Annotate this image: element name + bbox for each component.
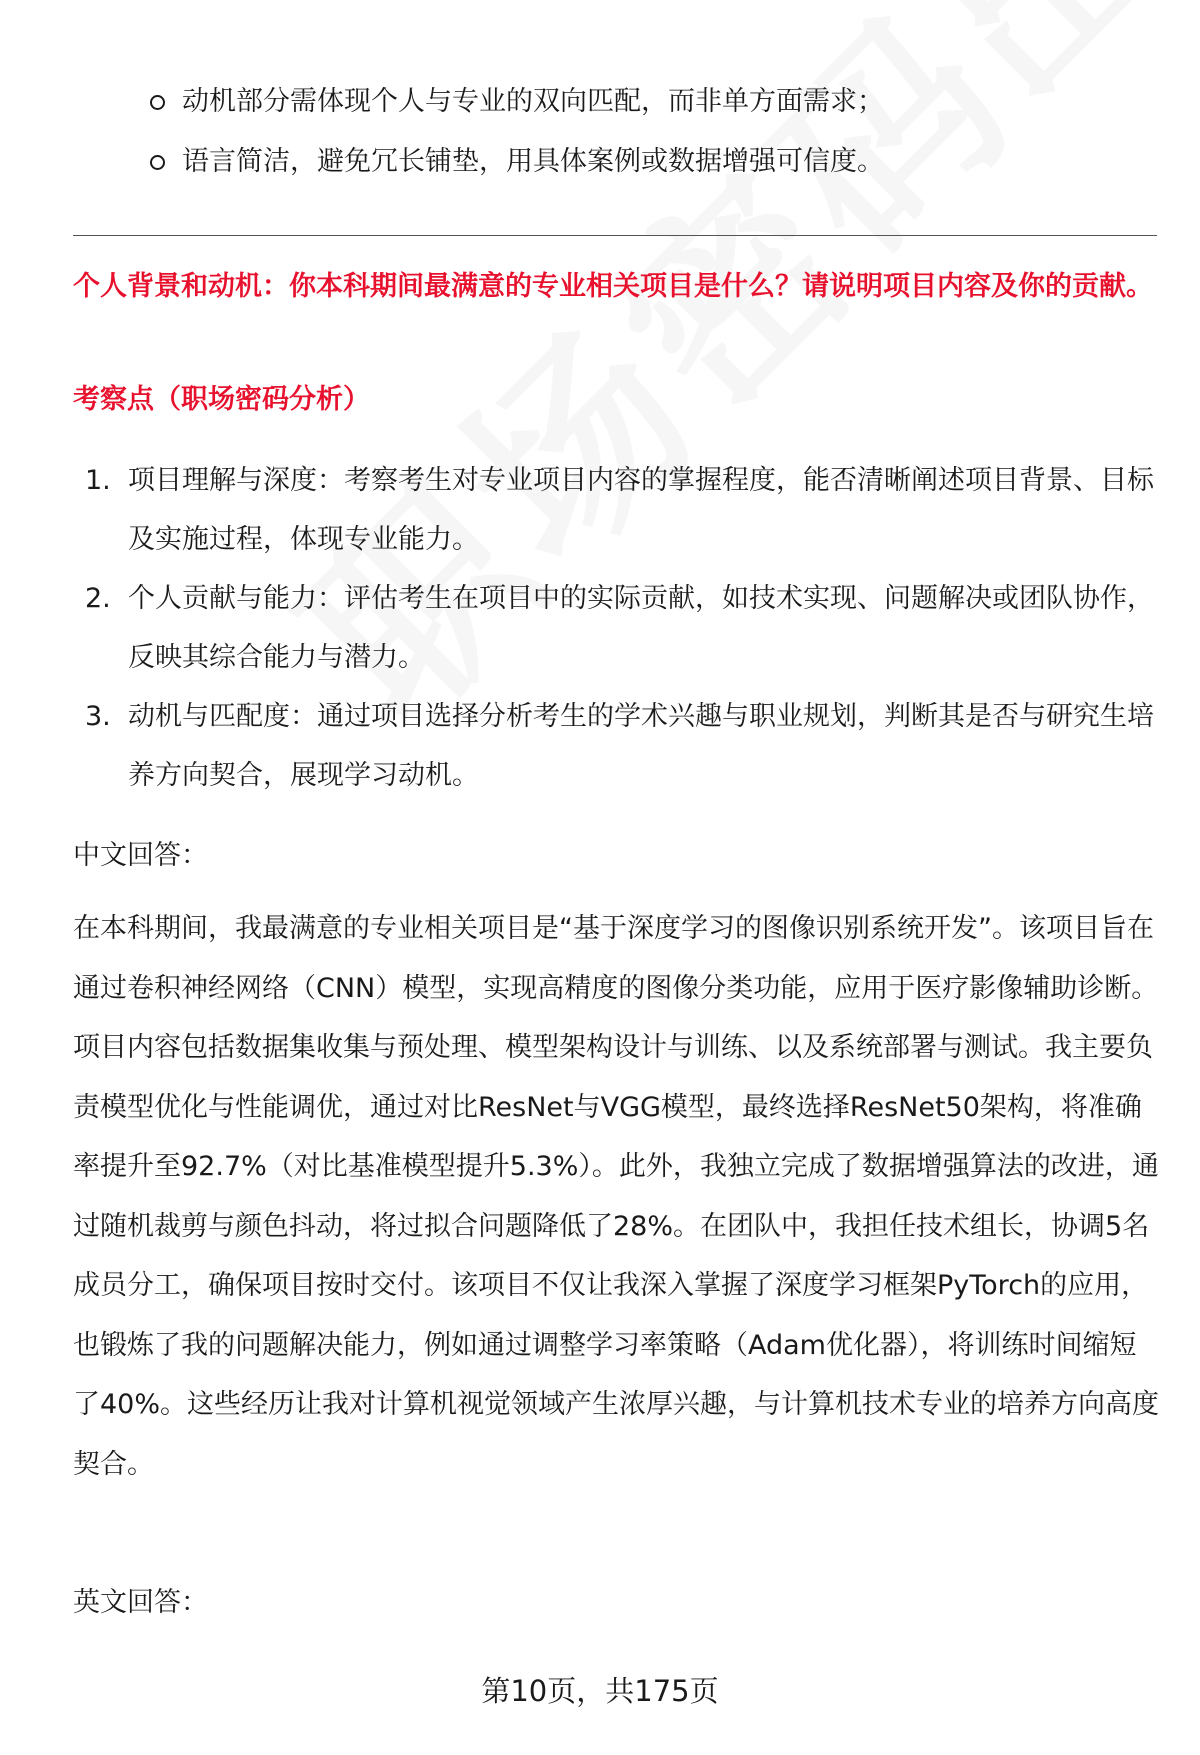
point-text: 个人贡献与能力：评估考生在项目中的实际贡献，如技术实现、问题解决或团队协作，反映其综合能力与潜力。 (128, 583, 1154, 673)
tips-bullet-list (150, 72, 1150, 192)
chinese-answer-paragraph: 在本科期间，我最满意的专业相关项目是“基于深度学习的图像识别系统开发”。该项目旨在通过卷积神经网络（CNN）模型，实现高精度的图像分类功能，应用于医疗影像辅助诊断。项目内容包括数据集收集与预处理、模型架构设计与训练、以及系统部署与测试。我主要负责模型优化与性能调优，通过对比ResNet与VGG模型，最终选择ResNet50架构，将准确率提升至92.7%（对比基准模型提升5.3%）。此外，我独立完成了数据增强算法的改进，通过随机裁剪与颜色抖动，将过拟合问题降低了28%。在团队中，我担任技术组长，协调5名成员分工，确保项目按时交付。该项目不仅让我深入掌握了深度学习框架PyTorch的应用，也锻炼了我的问题解决能力，例如通过调整学习率策略（Adam优化器），将训练时间缩短了40%。这些经历让我对计算机视觉领域产生浓厚兴趣，与计算机技术专业的培养方向高度契合。 (73, 913, 1160, 1480)
question-heading: 个人背景和动机：你本科期间最满意的专业相关项目是什么？请说明项目内容及你的贡献。 (73, 271, 1153, 302)
point-text: 动机与匹配度：通过项目选择分析考生的学术兴趣与职业规划，判断其是否与研究生培养方向契合，展现学习动机。 (128, 701, 1154, 791)
hollow-circle-bullet-icon (150, 155, 165, 170)
list-item (80, 451, 1160, 569)
list-number: 2. (85, 583, 111, 614)
chinese-answer-label: 中文回答： (73, 840, 208, 871)
page-footer: 第10页，共175页 (481, 1674, 719, 1708)
horizontal-divider (73, 235, 1157, 236)
section-title: 考察点（职场密码分析） (73, 384, 370, 415)
hollow-circle-bullet-icon (150, 95, 165, 110)
bullet-text: 动机部分需体现个人与专业的双向匹配，而非单方面需求； (182, 86, 884, 117)
english-answer-label: 英文回答： (73, 1587, 208, 1618)
list-item (150, 132, 1150, 192)
point-text: 项目理解与深度：考察考生对专业项目内容的掌握程度，能否清晰阐述项目背景、目标及实施过程，体现专业能力。 (128, 465, 1154, 555)
list-item (80, 569, 1160, 687)
list-item (80, 687, 1160, 805)
list-number: 3. (85, 701, 111, 732)
bullet-text: 语言简洁，避免冗长铺垫，用具体案例或数据增强可信度。 (182, 146, 884, 177)
list-item (150, 72, 1150, 132)
list-number: 1. (85, 465, 111, 496)
assessment-points-list (80, 451, 1160, 805)
